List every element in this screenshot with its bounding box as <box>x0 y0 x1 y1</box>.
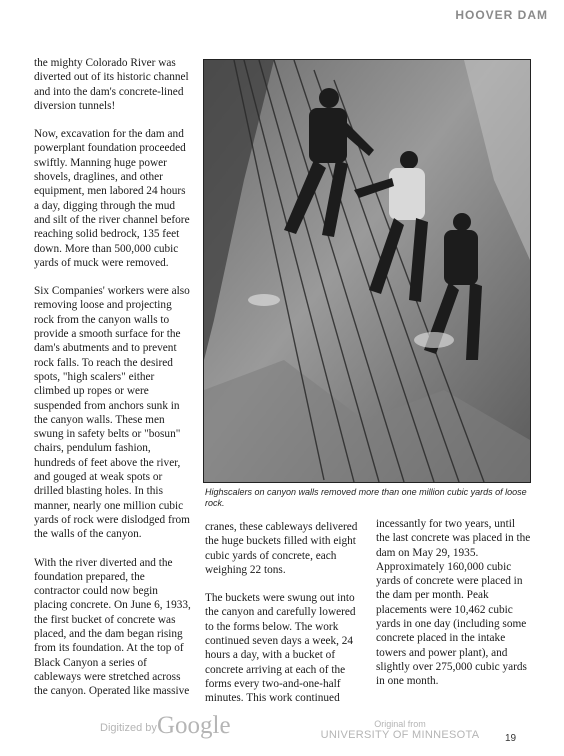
page-number: 19 <box>505 733 517 744</box>
origin-note <box>320 719 480 741</box>
paragraph: the mighty Colorado River was diverted out of its historic channel and into the dam's concrete-lined diversion tunnels! <box>34 57 189 112</box>
original-from-label: Original from <box>374 719 426 729</box>
text-column-middle <box>205 520 367 720</box>
photo-high-scalers <box>203 59 531 483</box>
photo-caption: Highscalers on canyon walls removed more than one million cubic yards of loose rock. <box>205 487 527 508</box>
text-column-left <box>34 56 192 712</box>
digitized-by-label: Digitized by <box>100 722 157 734</box>
photo-image <box>204 60 530 482</box>
paragraph: The buckets were swung out into the canyon and carefully lowered to the forms below. The work continued seven days a week, 24 hours a day, with a bucket of concrete arriving at each of the forms every two-and-one-half minutes. This work continued <box>205 592 356 705</box>
text-column-right <box>376 517 531 703</box>
running-title: HOOVER DAM <box>455 8 548 22</box>
paragraph: Six Companies' workers were also removing loose and projecting rock from the canyon walls to provide a smooth surface for the dam's abutments and to prevent rock falls. To reach the desired spots, "high scalers" either climbed up ropes or were suspended from anchors sunk in the canyon walls. These men swung in safety belts or "bosun" chairs, pendulum fashion, hundreds of feet above the river, and gouged at weak spots or drilled blasting holes. In this manner, nearly one million cubic yards of rock were dislodged from the walls of the canyon. <box>34 285 190 541</box>
institution-name: UNIVERSITY OF MINNESOTA <box>320 729 480 741</box>
paragraph: With the river diverted and the foundation prepared, the contractor could now begin placing concrete. On June 6, 1933, the first bucket of concrete was placed, and the dam began rising from its foundation. At the top of Black Canyon a series of cableways were stretched across the canyon. Operated like massive <box>34 556 191 698</box>
paragraph: Now, excavation for the dam and powerplant foundation proceeded swiftly. Manning huge power shovels, draglines, and other equipment, men labored 24 hours a day, digging through the mud and silt of the river channel before reaching solid bedrock, 135 feet down. More than 500,000 cubic yards of muck were removed. <box>34 128 190 269</box>
google-logo: Google <box>157 712 231 739</box>
paragraph: incessantly for two years, until the last concrete was placed in the dam on May 29, 1935. Approximately 160,000 cubic yards of concrete were placed in the dam per month. Peak placements were 10,462 cubic yards in one day (including some concrete placed in the intake towers and power plant), and slightly over 275,000 cubic yards in one month. <box>376 518 531 688</box>
paragraph: cranes, these cableways delivered the huge buckets filled with eight cubic yards of concrete, each weighing 22 tons. <box>205 521 358 576</box>
